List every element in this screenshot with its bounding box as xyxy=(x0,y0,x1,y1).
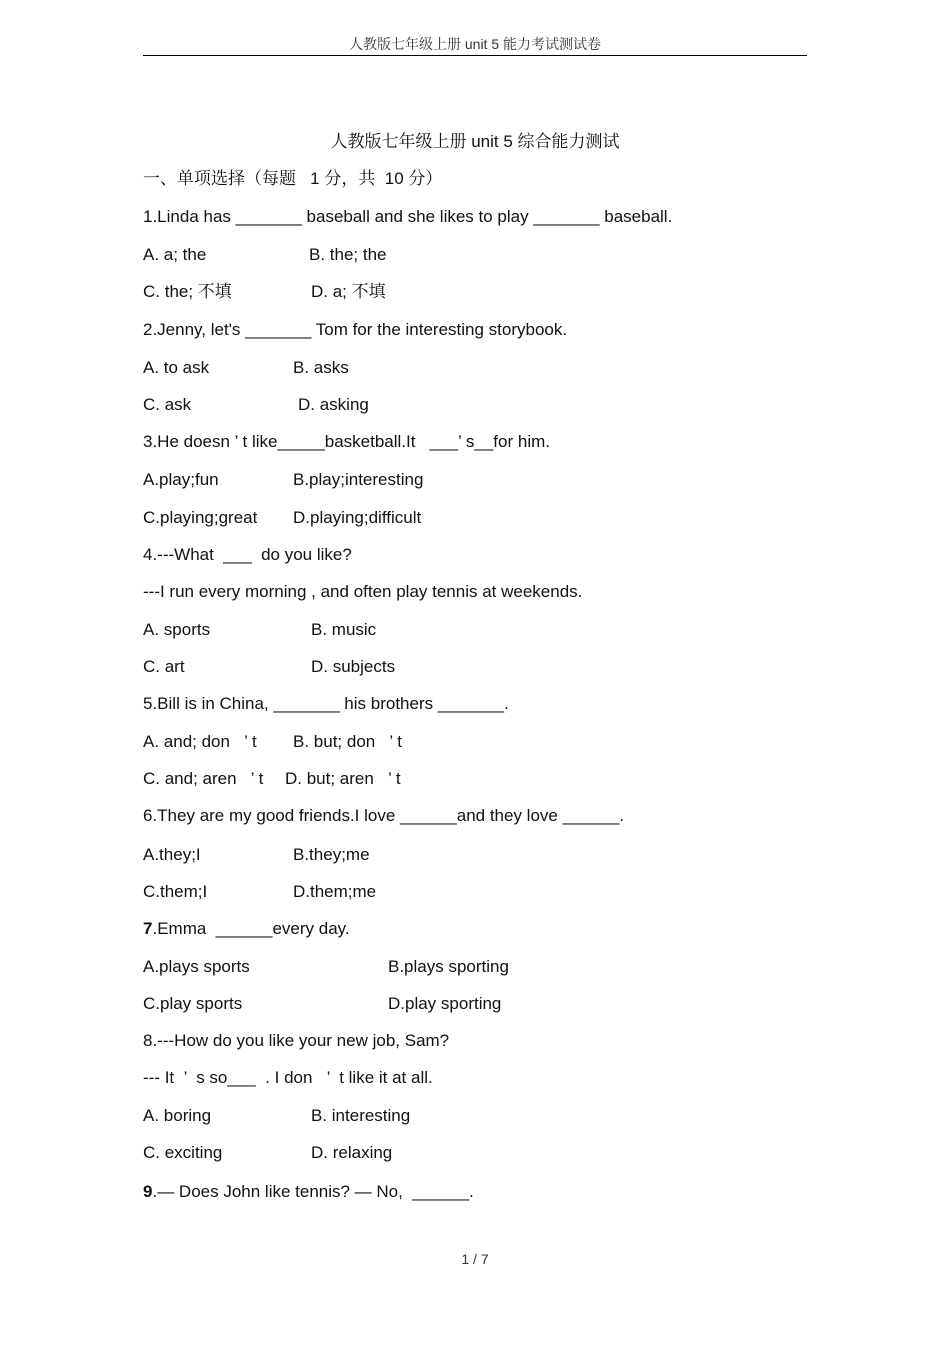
option: D. asking xyxy=(298,395,369,414)
question-stem: 6.They are my good friends.I love ______and they love ______. xyxy=(143,806,625,825)
option: B. but; don ’ t xyxy=(293,732,402,751)
section-heading: 一、单项选择（每题 1 分，共 10 分） xyxy=(143,169,443,188)
option: C.them;I xyxy=(143,882,208,901)
option: D. relaxing xyxy=(311,1143,393,1162)
question-stem: 2.Jenny, let's _______ Tom for the interesting storybook. xyxy=(143,320,568,339)
option: D.playing;difficult xyxy=(293,508,422,527)
page-number: 1 / 7 xyxy=(461,1251,489,1267)
option: D. but; aren ’ t xyxy=(285,769,401,788)
option: B. interesting xyxy=(311,1106,411,1125)
option: A. a; the xyxy=(143,245,207,264)
question-stem xyxy=(143,918,350,940)
option: A. and; don ’ t xyxy=(143,732,257,751)
option: A.plays sports xyxy=(143,957,250,976)
option: C. the; 不填 xyxy=(143,282,232,301)
question-stem-text: .— Does John like tennis? — No, ______. xyxy=(152,1182,474,1201)
question-stem-text: .Emma ______every day. xyxy=(152,919,350,938)
option: A. boring xyxy=(143,1106,212,1125)
question-stem: 5.Bill is in China, _______ his brothers _______. xyxy=(143,694,509,713)
option: D.them;me xyxy=(293,882,377,901)
question-stem: 3.He doesn ’ t like_____basketball.It ___’ s__for him. xyxy=(143,432,550,451)
question-stem: 8.---How do you like your new job, Sam? xyxy=(143,1031,450,1050)
option: A. sports xyxy=(143,620,211,639)
question-stem-reply: --- It ’ s so___ . I don ’ t like it at all. xyxy=(143,1068,433,1087)
option: B. music xyxy=(311,620,377,639)
option: B. the; the xyxy=(309,245,387,264)
option: C. and; aren ’ t xyxy=(143,769,264,788)
question-stem xyxy=(143,1181,474,1203)
option: C.play sports xyxy=(143,994,243,1013)
option: A.play;fun xyxy=(143,470,219,489)
option: D.play sporting xyxy=(388,994,502,1013)
option: B.plays sporting xyxy=(388,957,509,976)
header-rule xyxy=(143,55,807,56)
question-stem-reply: ---I run every morning , and often play tennis at weekends. xyxy=(143,582,583,601)
question-number: 7 xyxy=(143,919,153,938)
running-header: 人教版七年级上册 unit 5 能力考试测试卷 xyxy=(348,36,602,52)
page-title: 人教版七年级上册 unit 5 综合能力测试 xyxy=(330,132,620,151)
option: B.they;me xyxy=(293,845,370,864)
option: C. exciting xyxy=(143,1143,223,1162)
option: C. ask xyxy=(143,395,192,414)
option: A. to ask xyxy=(143,358,210,377)
option: B.play;interesting xyxy=(293,470,424,489)
question-stem: 4.---What ___ do you like? xyxy=(143,545,352,564)
option: B. asks xyxy=(293,358,349,377)
option: A.they;I xyxy=(143,845,201,864)
question-stem: 1.Linda has _______ baseball and she likes to play _______ baseball. xyxy=(143,207,673,226)
option: D. subjects xyxy=(311,657,396,676)
option: C. art xyxy=(143,657,185,676)
option: C.playing;great xyxy=(143,508,258,527)
option: D. a; 不填 xyxy=(311,282,386,301)
question-number: 9 xyxy=(143,1182,153,1201)
